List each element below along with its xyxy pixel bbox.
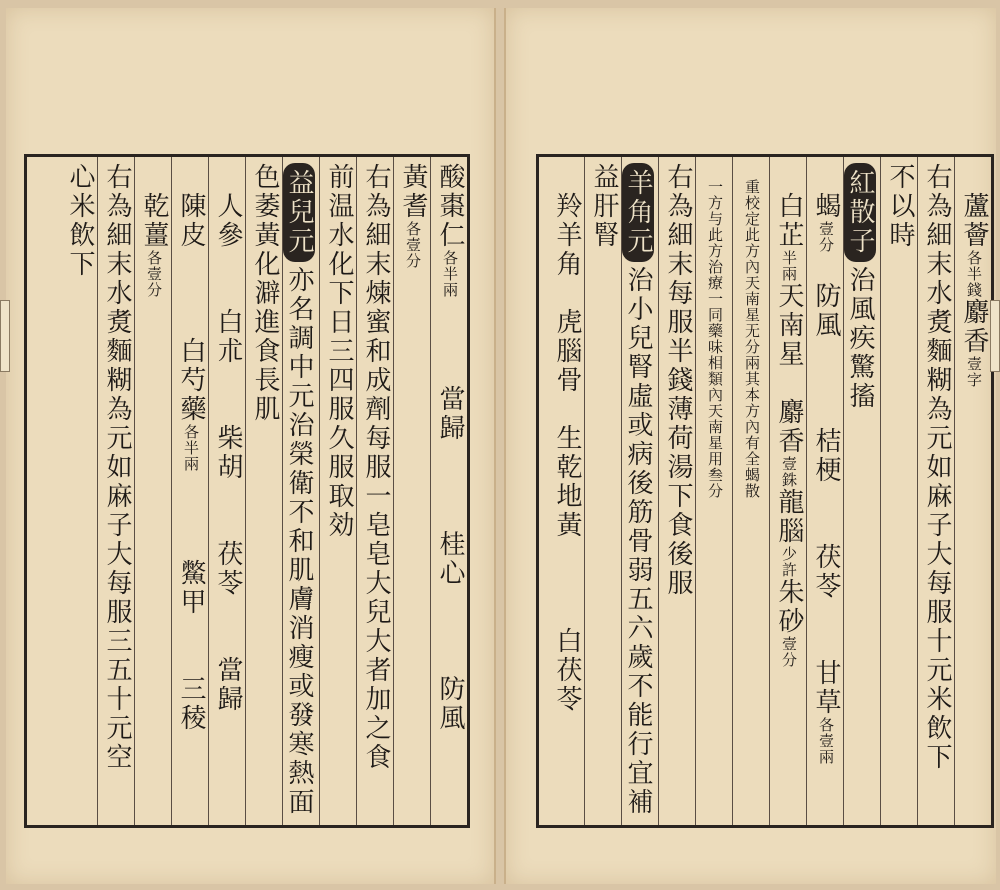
annotation-text: 壹銖	[780, 456, 798, 488]
column-text: 前温水化下日三四服久服取効	[324, 163, 354, 540]
column-rule	[880, 157, 881, 825]
column-text: 麝香	[959, 298, 989, 356]
annotation-text: 各壹兩	[817, 717, 835, 765]
text-column	[844, 163, 876, 411]
column-text: 右為細末水煑麵糊為元如麻子大每服三五十元空	[102, 163, 132, 772]
recipe-title-badge: 益兒元	[283, 163, 315, 262]
column-rule	[208, 157, 209, 825]
text-column	[961, 163, 987, 388]
annotation-text: 少許	[780, 546, 798, 578]
column-text: 治小兒腎虛或病後筋骨弱五六歲不能行宜補	[623, 266, 653, 817]
text-column	[665, 163, 691, 598]
column-text: 白芷	[774, 163, 804, 250]
column-text: 人參 白朮 柴胡 茯苓 當歸	[213, 163, 243, 714]
annotation-text: 各壹分	[404, 221, 422, 269]
column-text: 色萎黃化澼進食長肌	[250, 163, 280, 424]
annotation-text: 各壹分	[145, 250, 163, 298]
text-column	[813, 163, 839, 765]
column-rule	[658, 157, 659, 825]
annotation-text: 壹分	[817, 221, 835, 253]
column-text: 陳皮 白芍藥	[176, 163, 206, 424]
text-column	[437, 163, 463, 733]
text-column	[554, 163, 580, 714]
column-text: 右為細末水煑麵糊為元如麻子大每服十元米飲下	[922, 163, 952, 772]
column-text: 蘆薈	[959, 163, 989, 250]
annotation-text: 一方与此方治療一同藥味相類內天南星用叁分	[706, 163, 724, 499]
text-column	[400, 163, 426, 269]
column-text: 當歸 桂心 防風	[435, 298, 465, 733]
text-column	[924, 163, 950, 772]
text-column	[252, 163, 278, 424]
column-rule	[319, 157, 320, 825]
text-column	[67, 163, 93, 279]
column-rule	[695, 157, 696, 825]
text-column	[141, 163, 167, 298]
column-text: 羚羊角 虎腦骨 生乾地黃 白茯苓	[552, 163, 582, 714]
column-text: 酸棗仁	[435, 163, 465, 250]
column-text: 亦名調中元治榮衛不和肌膚消瘦或發寒熱面	[284, 266, 314, 817]
text-column	[887, 163, 913, 250]
annotation-text: 半兩	[780, 250, 798, 282]
annotation-text: 壹分	[780, 636, 798, 668]
text-column	[363, 163, 389, 772]
column-text: 治風疾驚搐	[845, 266, 875, 411]
annotation-text: 各半錢	[965, 250, 983, 298]
column-rule	[954, 157, 955, 825]
column-text: 右為細末每服半錢薄荷湯下食後服	[663, 163, 693, 598]
column-text: 防風 桔梗 茯苓 甘草	[811, 253, 841, 717]
column-text: 黃耆	[398, 163, 428, 221]
column-text: 天南星 麝香	[774, 282, 804, 456]
right-edge-tab	[990, 300, 1000, 372]
column-text: 鱉甲 三稜	[176, 472, 206, 733]
column-rule	[584, 157, 585, 825]
left-edge-tab	[0, 300, 10, 372]
right-page	[504, 8, 996, 884]
column-text: 蝎	[811, 163, 841, 221]
column-rule	[171, 157, 172, 825]
column-text: 龍腦	[774, 488, 804, 546]
column-rule	[356, 157, 357, 825]
column-text: 不以時	[885, 163, 915, 250]
text-column	[283, 163, 315, 817]
recipe-title-badge: 羊角元	[622, 163, 654, 262]
text-column	[326, 163, 352, 540]
column-rule	[917, 157, 918, 825]
text-column	[622, 163, 654, 817]
annotation-text: 各半兩	[441, 250, 459, 298]
text-column	[739, 163, 765, 499]
column-rule	[806, 157, 807, 825]
column-rule	[732, 157, 733, 825]
left-page	[6, 8, 496, 884]
column-text: 益肝腎	[589, 163, 619, 250]
column-rule	[97, 157, 98, 825]
annotation-text: 重校定此方內天南星无分兩其本方內有全蝎散	[743, 163, 761, 499]
text-column	[776, 163, 802, 668]
recipe-title-badge: 紅散子	[844, 163, 876, 262]
column-rule	[393, 157, 394, 825]
text-column	[178, 163, 204, 733]
right-text-frame	[536, 154, 994, 828]
column-rule	[245, 157, 246, 825]
column-rule	[769, 157, 770, 825]
text-column	[104, 163, 130, 772]
annotation-text: 壹字	[965, 356, 983, 388]
column-rule	[430, 157, 431, 825]
text-column	[702, 163, 728, 499]
annotation-text: 各半兩	[182, 424, 200, 472]
text-column	[591, 163, 617, 250]
column-text: 右為細末煉蜜和成劑每服一皂皂大兒大者加之食	[361, 163, 391, 772]
column-text: 朱砂	[774, 578, 804, 636]
column-rule	[134, 157, 135, 825]
left-text-frame	[24, 154, 470, 828]
column-text: 乾薑	[139, 163, 169, 250]
text-column	[215, 163, 241, 714]
column-text: 心米飲下	[65, 163, 95, 279]
